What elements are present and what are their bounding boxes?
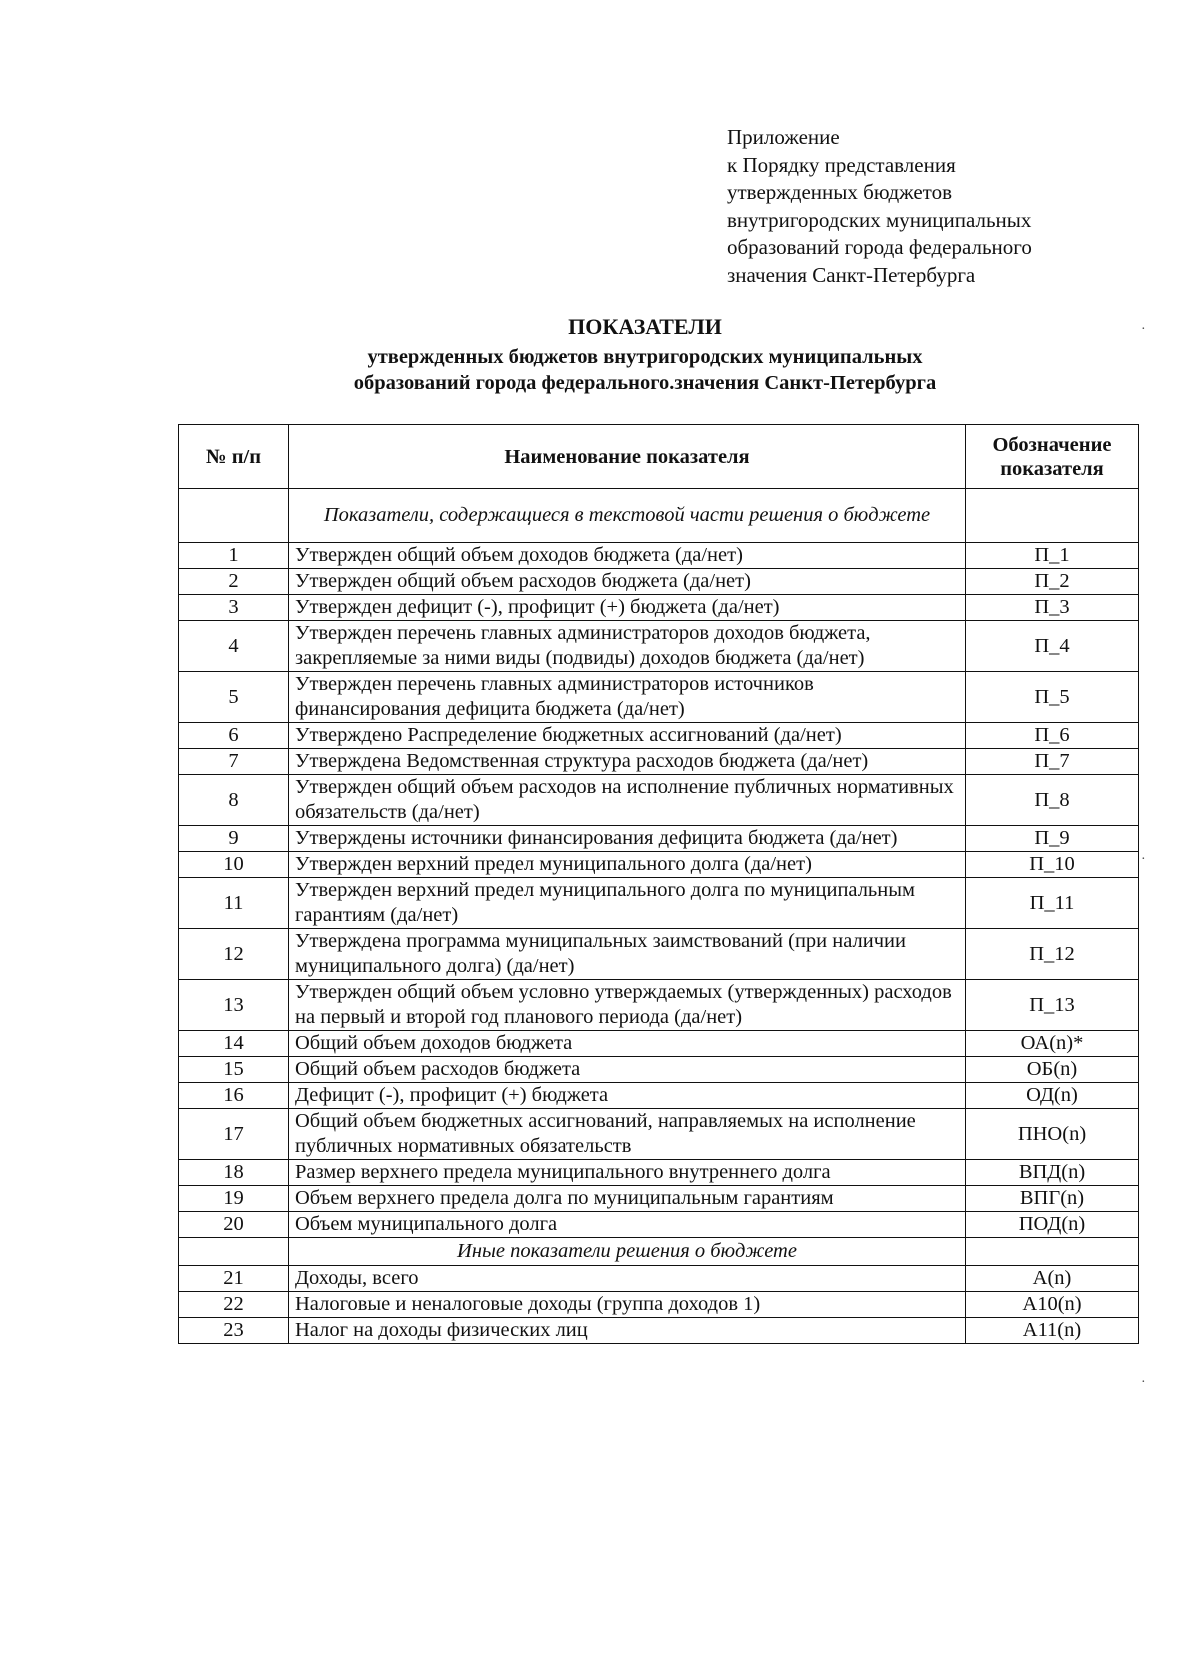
section-row: [179, 1238, 1139, 1266]
row-code: ВПД(n): [966, 1160, 1139, 1186]
table-row: [179, 672, 1139, 723]
scan-speck: ·: [1141, 322, 1146, 337]
table-row: [179, 929, 1139, 980]
row-number: 11: [179, 878, 289, 929]
row-number: 4: [179, 621, 289, 672]
row-code: ВПГ(n): [966, 1186, 1139, 1212]
row-code: П_12: [966, 929, 1139, 980]
appendix-line: значения Санкт-Петербурга: [727, 262, 976, 287]
row-code: ПОД(n): [966, 1212, 1139, 1238]
row-code: А10(n): [966, 1292, 1139, 1318]
row-name: Общий объем расходов бюджета: [289, 1057, 966, 1083]
section-row: [179, 489, 1139, 543]
row-name: Утвержден верхний предел муниципального долга по муниципальным гарантиям (да/нет): [289, 878, 966, 929]
row-number: 21: [179, 1266, 289, 1292]
scan-speck: ·: [1141, 852, 1146, 867]
row-name: Утвержден общий объем доходов бюджета (да/нет): [289, 543, 966, 569]
row-number: 1: [179, 543, 289, 569]
row-number: 14: [179, 1031, 289, 1057]
row-name: Доходы, всего: [289, 1266, 966, 1292]
row-name: Утвержден верхний предел муниципального долга (да/нет): [289, 852, 966, 878]
row-number: 15: [179, 1057, 289, 1083]
table-row: [179, 775, 1139, 826]
row-name: Утвержден дефицит (-), профицит (+) бюджета (да/нет): [289, 595, 966, 621]
row-code: ОД(n): [966, 1083, 1139, 1109]
row-number: 12: [179, 929, 289, 980]
row-number: 5: [179, 672, 289, 723]
table-row: [179, 980, 1139, 1031]
row-number: 3: [179, 595, 289, 621]
row-code: ПНО(n): [966, 1109, 1139, 1160]
row-code: А11(n): [966, 1318, 1139, 1344]
table-row: [179, 569, 1139, 595]
row-code: П_1: [966, 543, 1139, 569]
row-number: 18: [179, 1160, 289, 1186]
row-number: 19: [179, 1186, 289, 1212]
row-name: Налог на доходы физических лиц: [289, 1318, 966, 1344]
table-row: [179, 1292, 1139, 1318]
scan-speck: ·: [1141, 1375, 1146, 1390]
appendix-line: к Порядку представления: [727, 152, 956, 177]
table-row: [179, 852, 1139, 878]
row-number: 7: [179, 749, 289, 775]
row-name: Утвержден перечень главных администраторов доходов бюджета, закрепляемые за ними виды (подвиды) доходов бюджета (да/нет): [289, 621, 966, 672]
row-name: Утверждена Ведомственная структура расходов бюджета (да/нет): [289, 749, 966, 775]
row-code: ОА(n)*: [966, 1031, 1139, 1057]
table-row: [179, 1109, 1139, 1160]
header-number: № п/п: [179, 425, 289, 489]
table-row: [179, 723, 1139, 749]
document-subtitle: [0, 344, 1200, 396]
row-name: Утвержден общий объем расходов на исполнение публичных нормативных обязательств (да/нет): [289, 775, 966, 826]
row-code: П_5: [966, 672, 1139, 723]
row-number: 8: [179, 775, 289, 826]
subtitle-line: утвержденных бюджетов внутригородских муниципальных: [367, 346, 923, 368]
row-name: Утверждена программа муниципальных заимствований (при наличии муниципального долга) (да/нет): [289, 929, 966, 980]
row-name: Общий объем бюджетных ассигнований, направляемых на исполнение публичных нормативных обязательств: [289, 1109, 966, 1160]
table-header-row: [179, 425, 1139, 489]
table-row: [179, 621, 1139, 672]
section-empty-cell: [966, 489, 1139, 543]
table-row: [179, 878, 1139, 929]
row-number: 9: [179, 826, 289, 852]
row-number: 10: [179, 852, 289, 878]
table-row: [179, 1318, 1139, 1344]
row-number: 16: [179, 1083, 289, 1109]
row-number: 22: [179, 1292, 289, 1318]
table-row: [179, 1083, 1139, 1109]
table-row: [179, 595, 1139, 621]
row-number: 6: [179, 723, 289, 749]
table-row: [179, 1266, 1139, 1292]
table-row: [179, 1212, 1139, 1238]
row-name: Налоговые и неналоговые доходы (группа доходов 1): [289, 1292, 966, 1318]
section-title: Иные показатели решения о бюджете: [289, 1238, 966, 1266]
row-name: Дефицит (-), профицит (+) бюджета: [289, 1083, 966, 1109]
row-code: П_2: [966, 569, 1139, 595]
appendix-note: [727, 124, 1032, 289]
table-row: [179, 1031, 1139, 1057]
row-code: А(n): [966, 1266, 1139, 1292]
row-name: Утвержден перечень главных администраторов источников финансирования дефицита бюджета (да/нет): [289, 672, 966, 723]
row-code: П_8: [966, 775, 1139, 826]
row-code: П_11: [966, 878, 1139, 929]
document-title: ПОКАЗАТЕЛИ: [568, 314, 722, 339]
table-body: [179, 489, 1139, 1344]
section-title: Показатели, содержащиеся в текстовой части решения о бюджете: [289, 489, 966, 543]
table-row: [179, 826, 1139, 852]
appendix-line: внутригородских муниципальных: [727, 207, 1032, 232]
table-row: [179, 749, 1139, 775]
row-number: 17: [179, 1109, 289, 1160]
row-name: Утверждены источники финансирования дефицита бюджета (да/нет): [289, 826, 966, 852]
row-code: П_7: [966, 749, 1139, 775]
table-row: [179, 1057, 1139, 1083]
row-name: Объем верхнего предела долга по муниципальным гарантиям: [289, 1186, 966, 1212]
section-empty-cell: [179, 1238, 289, 1266]
row-name: Утвержден общий объем условно утверждаемых (утвержденных) расходов на первый и второй год планового периода (да/нет): [289, 980, 966, 1031]
row-number: 23: [179, 1318, 289, 1344]
section-empty-cell: [179, 489, 289, 543]
appendix-line: Приложение: [727, 125, 840, 149]
table-row: [179, 1186, 1139, 1212]
row-number: 2: [179, 569, 289, 595]
row-name: Объем муниципального долга: [289, 1212, 966, 1238]
row-code: П_3: [966, 595, 1139, 621]
row-name: Общий объем доходов бюджета: [289, 1031, 966, 1057]
table-row: [179, 1160, 1139, 1186]
row-code: П_4: [966, 621, 1139, 672]
header-code: Обозначение показателя: [966, 425, 1139, 489]
subtitle-line: образований города федерального.значения Санкт-Петербурга: [353, 372, 937, 394]
appendix-line: утвержденных бюджетов: [727, 180, 953, 204]
row-code: ОБ(n): [966, 1057, 1139, 1083]
row-code: П_10: [966, 852, 1139, 878]
row-number: 20: [179, 1212, 289, 1238]
indicators-table: [178, 424, 1139, 1344]
row-code: П_6: [966, 723, 1139, 749]
section-empty-cell: [966, 1238, 1139, 1266]
row-number: 13: [179, 980, 289, 1031]
table-row: [179, 543, 1139, 569]
row-code: П_9: [966, 826, 1139, 852]
header-name: Наименование показателя: [289, 425, 966, 489]
row-name: Утвержден общий объем расходов бюджета (да/нет): [289, 569, 966, 595]
row-code: П_13: [966, 980, 1139, 1031]
row-name: Утверждено Распределение бюджетных ассигнований (да/нет): [289, 723, 966, 749]
row-name: Размер верхнего предела муниципального внутреннего долга: [289, 1160, 966, 1186]
appendix-line: образований города федерального: [727, 235, 1032, 259]
